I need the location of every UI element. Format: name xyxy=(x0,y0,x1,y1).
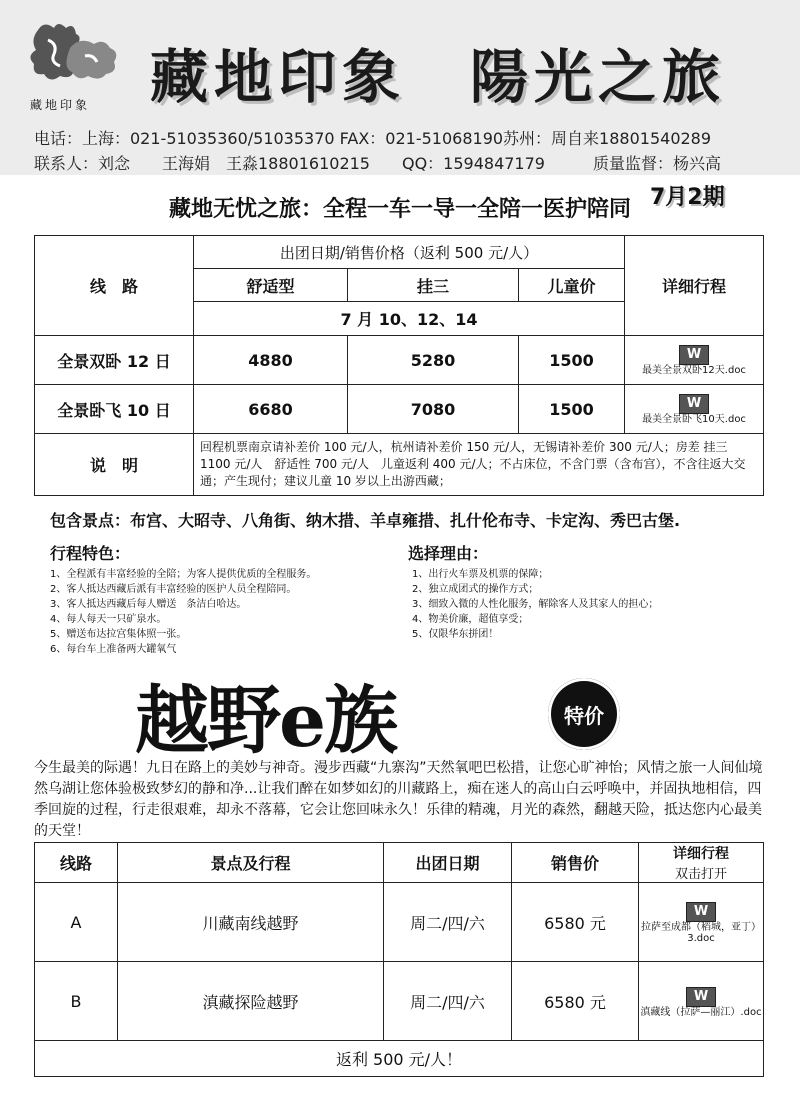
col-child: 儿童价 xyxy=(519,269,625,302)
rebate-footer: 返利 500 元/人！ xyxy=(35,1041,764,1077)
list-item: 2、客人抵达西藏后派有丰富经验的医护人员全程陪同。 xyxy=(50,584,297,595)
table-row xyxy=(35,385,764,434)
route-code: B xyxy=(35,962,118,1041)
note-text: 回程机票南京请补差价 100 元/人，杭州请补差价 150 元/人，无锡请补差价 300 元/人；房差 挂三 1100 元/人 舒适性 700 元/人 儿童返利 400 元/人；不占床位，不含门票（含布宫），不含往返大交通；产生现付；建议儿童 10 岁以上出游西藏； xyxy=(194,434,764,496)
itinerary-doc-link[interactable] xyxy=(625,385,764,434)
route-price: 6580 元 xyxy=(512,883,639,962)
word-doc-icon[interactable]: W xyxy=(679,345,709,365)
list-item: 4、每人每天一只矿泉水。 xyxy=(50,614,167,625)
doc-filename: 滇藏线（拉萨—丽江）.doc xyxy=(640,1006,762,1018)
list-item: 2、独立成团式的操作方式； xyxy=(412,584,539,595)
price-gua3: 7080 xyxy=(348,385,519,434)
col-gua3: 挂三 xyxy=(348,269,519,302)
date-price-header: 出团日期/销售价格（返利 500 元/人） xyxy=(194,236,625,269)
detail-subtitle: 双击打开 xyxy=(674,867,727,882)
list-item: 5、赠送布达拉宫集体照一张。 xyxy=(50,629,187,640)
word-doc-icon[interactable]: W xyxy=(686,987,716,1007)
reasons-list xyxy=(412,567,772,642)
detail-title: 详细行程 xyxy=(673,846,729,862)
col-comfort: 舒适型 xyxy=(194,269,348,302)
scenic-spots: 包含景点：布宫、大昭寺、八角街、纳木措、羊卓雍措、扎什伦布寺、卡定沟、秀巴古堡. xyxy=(50,511,681,530)
header-spots: 景点及行程 xyxy=(118,843,384,883)
list-item: 3、客人抵达西藏后每人赠送 条洁白哈达。 xyxy=(50,599,247,610)
price-comfort: 4880 xyxy=(194,336,348,385)
word-doc-icon[interactable]: W xyxy=(679,394,709,414)
contact-line-2: 联系人：刘念 王海娟 王淼18801610215 QQ：1594847179 质量监督：杨兴高 xyxy=(34,154,721,173)
header-route: 线路 xyxy=(35,843,118,883)
table-row xyxy=(35,883,764,962)
cloud-logo-icon xyxy=(30,18,120,88)
intro-paragraph: 今生最美的际遇！九日在路上的美妙与神奇。漫步西藏“九寨沟”天然氧吧巴松措，让您心旷神怡；风情之旅一人间仙境然乌湖让您体验极致梦幻的静和净...让我们醉在如梦如幻的川藏路上，痴在迷人的高山白云呼唤中，并固执地相信，四季回旋的过程，行走很艰难，却永不落幕，它会让您回味永久！乐律的精魂，月光的森然，翻越天险，抵达您内心最美的天堂！ xyxy=(34,760,763,839)
route-code: A xyxy=(35,883,118,962)
route-date: 周二/四/六 xyxy=(384,883,512,962)
itinerary-doc-link[interactable] xyxy=(639,883,764,962)
route-spots: 滇藏探险越野 xyxy=(118,962,384,1041)
route-spots: 川藏南线越野 xyxy=(118,883,384,962)
header-date: 出团日期 xyxy=(384,843,512,883)
list-item: 5、仅限华东拼团！ xyxy=(412,629,499,640)
route-name: 全景卧飞 10 日 xyxy=(35,385,194,434)
page-title: 藏地印象 陽光之旅 xyxy=(150,43,727,111)
price-child: 1500 xyxy=(519,385,625,434)
contact-line-1: 电话：上海：021-51035360/51035370 FAX：021-51068190苏州：周自来18801540289 xyxy=(34,129,712,148)
price-table xyxy=(34,235,764,496)
price-comfort: 6680 xyxy=(194,385,348,434)
features-list xyxy=(50,567,390,657)
table-row xyxy=(35,336,764,385)
itinerary-doc-link[interactable] xyxy=(625,336,764,385)
brand-title: 越野e族 xyxy=(135,678,397,764)
doc-filename: 最美全景双卧12天.doc xyxy=(642,365,746,376)
reasons-title: 选择理由： xyxy=(408,544,489,563)
header-detail xyxy=(639,843,764,883)
list-item: 6、每台车上准备两大罐氧气 xyxy=(50,644,177,655)
itinerary-doc-link[interactable] xyxy=(639,962,764,1041)
list-item: 1、全程派有丰富经验的全陪；为客人提供优质的全程服务。 xyxy=(50,569,317,580)
header-price: 销售价 xyxy=(512,843,639,883)
offroad-table xyxy=(34,842,764,1077)
features-title: 行程特色： xyxy=(50,544,131,563)
price-child: 1500 xyxy=(519,336,625,385)
route-name: 全景双卧 12 日 xyxy=(35,336,194,385)
price-gua3: 5280 xyxy=(348,336,519,385)
list-item: 1、出行火车票及机票的保障； xyxy=(412,569,549,580)
doc-filename: 拉萨至成都（稻城，亚丁）3.doc xyxy=(641,922,761,944)
logo-caption: 藏地印象 xyxy=(30,98,91,112)
list-item: 4、物美价廉，超值享受； xyxy=(412,614,529,625)
doc-filename: 最美全景卧飞10天.doc xyxy=(642,414,746,425)
route-date: 周二/四/六 xyxy=(384,962,512,1041)
period-badge: 7月2期 xyxy=(650,185,725,210)
departure-dates: 7 月 10、12、14 xyxy=(194,302,625,336)
word-doc-icon[interactable]: W xyxy=(686,902,716,922)
detail-header: 详细行程 xyxy=(625,236,764,336)
headline: 藏地无忧之旅：全程一车一导一全陪一医护陪同 xyxy=(168,197,631,222)
route-price: 6580 元 xyxy=(512,962,639,1041)
route-header: 线 路 xyxy=(35,236,194,336)
list-item: 3、细致入微的人性化服务，解除客人及其家人的担心； xyxy=(412,599,659,610)
special-price-badge: 特价 xyxy=(548,678,620,750)
table-row xyxy=(35,962,764,1041)
note-label: 说 明 xyxy=(35,434,194,496)
